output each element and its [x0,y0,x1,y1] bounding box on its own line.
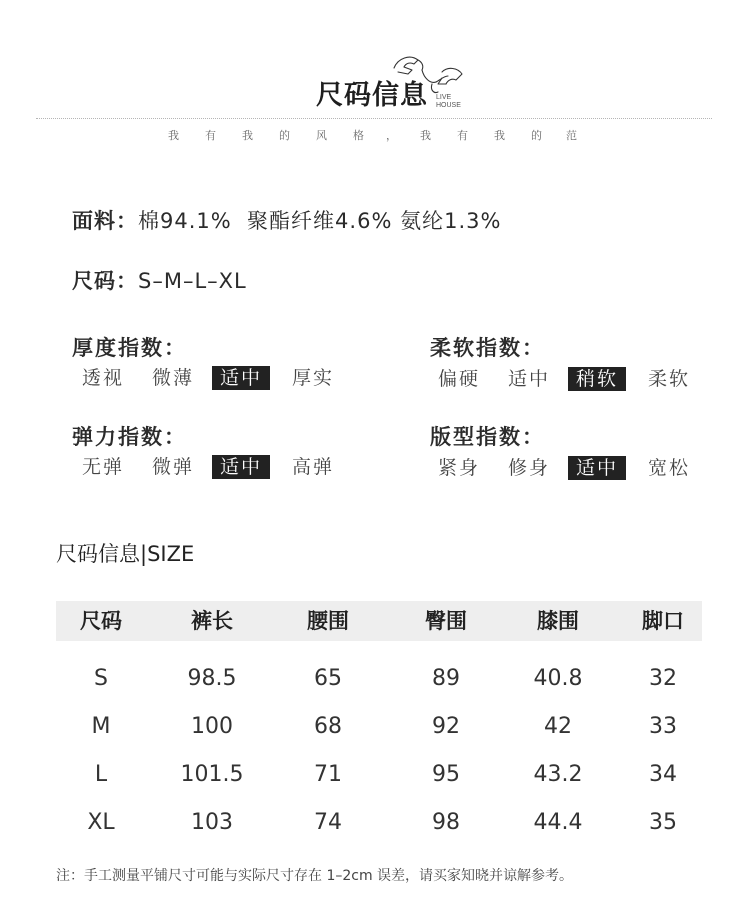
fabric-spec [72,207,501,235]
size-range-spec [72,267,247,295]
table-cell: 95 [432,762,460,787]
col-header-length: 裤长 [191,609,233,633]
table-cell: 100 [191,714,233,739]
table-cell-size: L [94,762,108,787]
table-cell-size: XL [87,810,115,835]
softness-option: 偏硬 [438,368,481,390]
logo-text: LIVE HOUSE [436,94,461,109]
thickness-option: 透视 [82,367,125,389]
table-cell: 40.8 [533,666,583,691]
table-cell: 101.5 [180,762,244,787]
table-cell: 103 [191,810,233,835]
table-cell: 98 [432,810,460,835]
dotted-divider [36,118,712,119]
fit-option-selected: 适中 [568,456,626,480]
softness-index-title: 柔软指数： [430,336,545,360]
col-header-knee: 膝围 [537,609,579,633]
stretch-index-title: 弹力指数： [72,425,187,449]
table-cell: 42 [544,714,572,739]
col-header-size: 尺码 [80,609,122,633]
table-cell-size: S [94,666,108,691]
thickness-option-selected: 适中 [212,366,270,390]
table-cell: 89 [432,666,460,691]
table-cell-size: M [91,714,111,739]
table-cell: 32 [649,666,677,691]
softness-option-selected: 稍软 [568,367,626,391]
size-range-label: 尺码： [72,269,138,293]
softness-option: 柔软 [648,368,691,390]
col-header-hem: 脚口 [642,609,684,633]
slogan: 我 有 我 的 风 格 ， 我 有 我 的 范 [168,129,577,142]
table-cell: 43.2 [533,762,583,787]
fit-option: 紧身 [438,457,481,479]
stretch-option: 高弹 [292,456,335,478]
page-title: 尺码信息 [316,80,428,111]
fabric-value: 棉94.1% 聚酯纤维4.6% 氨纶1.3% [138,209,502,233]
measurement-note: 注：手工测量平铺尺寸可能与实际尺寸存在 1–2cm 误差，请买家知晓并谅解参考。 [56,868,574,884]
size-range-value: S–M–L–XL [138,269,247,293]
table-cell: 65 [314,666,342,691]
table-cell: 35 [649,810,677,835]
stretch-option-selected: 适中 [212,455,270,479]
col-header-hip: 臀围 [425,609,467,633]
thickness-index-title: 厚度指数： [72,336,187,360]
table-cell: 34 [649,762,677,787]
table-cell: 92 [432,714,460,739]
fit-option: 修身 [508,457,551,479]
table-cell: 68 [314,714,342,739]
softness-option: 适中 [508,368,551,390]
fit-index-title: 版型指数： [430,425,545,449]
table-cell: 74 [314,810,342,835]
thickness-option: 厚实 [292,367,335,389]
fabric-label: 面料： [72,209,138,233]
table-cell: 98.5 [187,666,237,691]
stretch-option: 微弹 [152,456,195,478]
stretch-option: 无弹 [82,456,125,478]
table-cell: 44.4 [533,810,583,835]
table-cell: 33 [649,714,677,739]
col-header-waist: 腰围 [307,609,349,633]
table-cell: 71 [314,762,342,787]
fit-option: 宽松 [648,457,691,479]
size-section-title: 尺码信息|SIZE [56,542,195,566]
thickness-option: 微薄 [152,367,195,389]
